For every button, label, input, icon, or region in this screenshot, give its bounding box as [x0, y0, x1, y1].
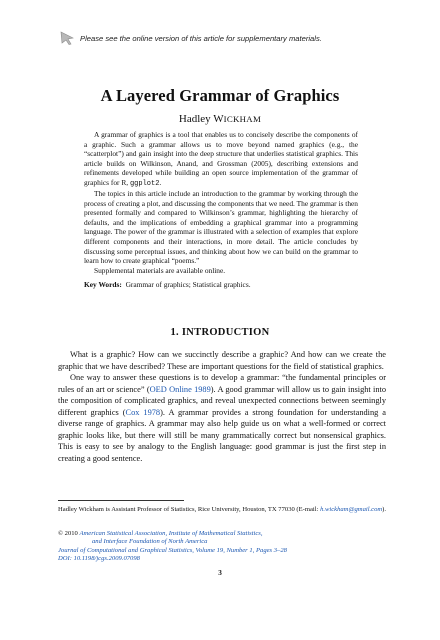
author-last-rest: ICKHAM [223, 114, 262, 124]
citation-link-oed[interactable]: OED Online 1989 [149, 384, 211, 394]
author-name [0, 113, 440, 125]
abstract-supplemental-note: Supplemental materials are available online. [94, 265, 226, 275]
article-title: A Layered Grammar of Graphics [100, 86, 340, 105]
author-email-link[interactable]: h.wickham@gmail.com [320, 506, 383, 513]
copyright-year: © 2010 [58, 530, 80, 537]
author-last-initial: W [213, 113, 224, 125]
supplementary-banner[interactable] [60, 30, 400, 46]
copyright-line-2: and Interface Foundation of North America [92, 538, 208, 546]
abstract-text-end: . [159, 177, 162, 187]
author-first-name: Hadley [178, 113, 214, 125]
body-paragraph-2 [58, 372, 386, 464]
body-text-span: ). A good grammar will allow us to gain insight into the composition of complicated graphics, and reveal unexpected connections between seemingly different graphics ( [58, 384, 387, 417]
copyright-block [58, 530, 388, 564]
keywords-label: Key Words: [84, 280, 122, 289]
journal-citation[interactable]: Journal of Computational and Graphical Statistics, Volume 19, Number 1, Pages 3–28 [58, 546, 287, 554]
body-text [58, 349, 386, 464]
body-text-span: One way to answer these questions is to develop a grammar: “the fundamental principles or rules of an art or science” ( [58, 373, 386, 394]
body-text-span: ). A grammar provides a strong foundation for understanding a diverse range of graphics. A grammar may also help guide us on what a well-formed or correct graphic looks like, but there will still be many grammatically correct but nonsensical graphics. This is easy to see by analogy to the English language: good grammar is just the first step in creating a good sentence. [58, 407, 386, 463]
footnote-end: ). [382, 506, 387, 513]
doi-link[interactable]: DOI: 10.1198/jcgs.2009.07098 [58, 555, 140, 563]
page-number: 3 [218, 569, 222, 577]
body-paragraph-1: What is a graphic? How can we succinctly describe a graphic? And how can we create the graphic that we have described? These are important questions for the field of statistical graphics. [58, 350, 386, 371]
publisher-link[interactable]: American Statistical Association, Institute of Mathematical Statistics, [79, 530, 263, 537]
banner-text: Please see the online version of this article for supplementary materials. [80, 33, 322, 43]
copyright-line-1 [58, 530, 388, 538]
keywords [84, 280, 358, 290]
author-footnote [58, 505, 388, 514]
abstract [84, 130, 358, 275]
footnote-text: Hadley Wickham is Assistant Professor of Statistics, Rice University, Houston, TX 77030 (E-mail: [58, 506, 321, 513]
package-name: ggplot2 [129, 179, 160, 188]
footnote-divider [58, 500, 184, 501]
pointer-arrow-icon [60, 31, 74, 45]
section-heading: 1. INTRODUCTION [170, 327, 270, 338]
abstract-paragraph-1 [84, 130, 358, 189]
keywords-text: Grammar of graphics; Statistical graphics. [125, 280, 251, 289]
citation-link-cox[interactable]: Cox 1978 [125, 407, 161, 417]
abstract-paragraph-2: The topics in this article include an introduction to the grammar by working through the process of creating a plot, and discussing the components that we need. The grammar is then presented formally and compared to Wilkinson’s grammar, highlighting the hierarchy of defaults, and the implications of embedding a graphical grammar into a programming language. The power of the grammar is illustrated with a selection of examples that explore different components and their interactions, in more detail. The article concludes by discussing some perceptual issues, and thinking about how we can build on the grammar to learn how to create graphical “poems.” [84, 189, 358, 266]
abstract-text: A grammar of graphics is a tool that enables us to concisely describe the components of a graphic. Such a grammar allows us to move beyond named graphics (e.g., the “scatterplot”) and gain insight into the deep structure that underlies statistical graphics. This article builds on Wilkinson, Anand, and Grossman (2005), describing extensions and refinements developed while building an open source implementation of the grammar of graphics for R, [84, 130, 358, 187]
